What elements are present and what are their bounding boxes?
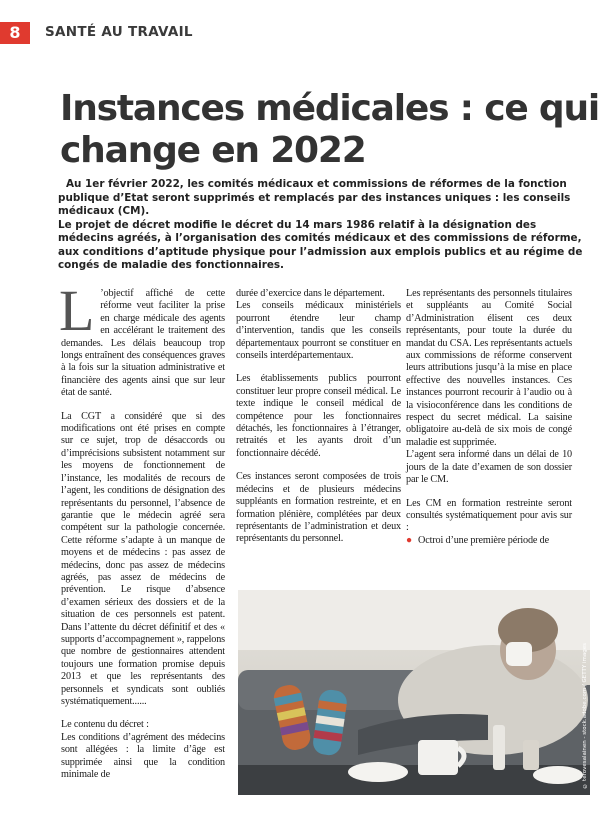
bullet-icon: ● <box>406 534 413 546</box>
representatives-paragraph: Les représentants des personnels titulaires et suppléants au Comité Social d’Administration élisent ces deux représentants, pour toute la durée du mandat du CSA. Les représentants actuels aux commissions de réforme conservent leurs attributions jusqu’à la mise en place effective des nouvelles instances. Ces instances pourront recourir à l’audio ou à la visioconférence dans les conditions de respect du secret médical. La saisine obligatoire au-delà de six mois de congé maladie est supprimée. <box>406 288 573 448</box>
notification-paragraph: L’agent sera informé dans un délai de 10 jours de la date d’examen de son dossier par le CM. <box>406 449 572 486</box>
article-title <box>60 88 600 172</box>
sick-person-illustration <box>238 590 590 795</box>
lead-paragraph-1: Au 1er février 2022, les comités médicaux et commissions de réformes de la fonction publique d’Etat seront supprimés et remplacés par des instances uniques : les conseils médicaux (CM). <box>58 178 571 217</box>
section-title: SANTÉ AU TRAVAIL <box>45 24 193 40</box>
drop-cap: L <box>59 278 95 343</box>
column-1 <box>59 278 225 792</box>
title-line-2: change en 2022 <box>60 130 366 171</box>
bullet-text: Octroi d’une première période de <box>418 534 549 546</box>
composition-paragraph: Ces instances seront composées de trois médecins et de plusieurs médecins suppléants en formation restreinte, et en formation plénière, complétées par deux représentants de l’administration et deux représentants du personnel. <box>236 471 401 545</box>
intro-paragraph <box>59 278 225 400</box>
list-item <box>406 535 572 547</box>
cgt-paragraph: La CGT a considéré que si des modifications ont été prises en compte sur ce sujet, trop de désaccords ou d’imprécisions subsistent notamment sur les moyens de fonctionnement de l’instance, les modalités de recours de l’agent, les conditions de désignation des représentants du personnel, l’absence de garantie que le médecin agréé sera compétent sur la pathologie concernée. Cette réforme s’adapte à un manque de moyens et de médecins : pas assez de médecins, donc pas assez de médecins agréés, pas assez de médecins de prévention. Le risque d’absence d’examen sérieux des dossiers et de la situation de ces personnels est patent. Dans l’attente du décret définitif et des « supports d’accompagnement », rappelons que nombre de gestionnaires attendent toujours une formation promise depuis 2013 et que les représentants des personnels et syndicats sont oubliés systématiquement...... <box>61 410 225 707</box>
intro-text: ’objectif affiché de cette réforme veut faciliter la prise en charge médicale des agents en accélérant le traitement des demandes. Les délais beaucoup trop longs entraînent des conséquences graves à la fois sur la situation administrative et financière des agents ainsi que sur leur état de santé. <box>61 288 225 399</box>
photo-credit: © terovesalainen - stock.adobe.com / GETTY images <box>582 643 588 789</box>
duration-paragraph: durée d’exercice dans le département. <box>236 288 385 299</box>
consultation-paragraph: Les CM en formation restreinte seront consultés systématiquement pour avis sur : <box>406 497 572 534</box>
public-establishments-paragraph: Les établissements publics pourront constituer leur propre conseil médical. Le texte indique le conseil médical de compétence pour les fonctionnaires détachés, les fonctionnaires à l’étranger, retraités et les ayants droit d’un fonctionnaire décédé. <box>236 373 401 459</box>
lead-paragraph-2: Le projet de décret modifie le décret du 14 mars 1986 relatif à la désignation des médecins agréés, à l’organisation des comités médicaux et des commissions de réforme, aux conditions d’aptitude physique pour l’admission aux emplois publics et au régime de congés de maladie des fonctionnaires. <box>58 218 583 271</box>
column-2 <box>236 288 401 557</box>
title-line-1: Instances médicales : ce qui <box>60 88 600 129</box>
page-header <box>0 22 613 44</box>
article-lead <box>58 178 588 273</box>
ministerial-councils-paragraph: Les conseils médicaux ministériels pourront étendre leur champ d’intervention, tandis que les conseils départementaux pourront se constituer en conseils interdépartementaux. <box>236 300 401 362</box>
column-3 <box>406 288 572 547</box>
agreement-paragraph: Les conditions d’agrément des médecins sont allégées : la limite d’âge est supprimée ainsi que la condition minimale de <box>61 731 225 781</box>
page-number: 8 <box>0 22 30 44</box>
article-photo <box>238 590 590 795</box>
decree-heading: Le contenu du décret : <box>61 719 149 731</box>
